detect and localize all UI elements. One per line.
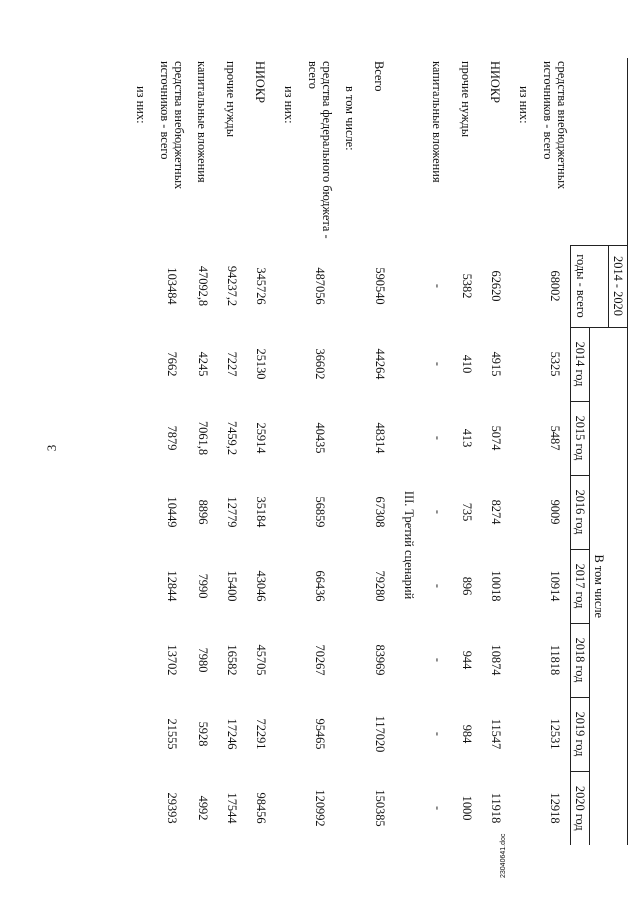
header-year-2019: 2019 год [571,697,590,771]
value-cell: 7662 [165,351,180,377]
value-cell: - [431,361,445,367]
value-cell: 7980 [196,647,210,673]
value-cell [510,475,539,549]
value-cell [275,549,304,623]
value-cell: 66436 [313,570,328,602]
value-cell: 345726 [254,267,268,305]
row-label: прочие нужды [224,61,239,138]
table-row [156,58,188,845]
value-cell: 5928 [196,721,210,747]
value-cell: 13702 [165,644,180,676]
value-cell [336,623,365,697]
value-cell: 5074 [489,425,503,451]
value-cell [127,475,156,549]
value-cell: 35184 [254,496,268,528]
value-cell: 735 [460,502,474,522]
value-cell: 487056 [313,267,328,305]
table-row [188,58,217,845]
value-cell: 103484 [165,267,180,305]
value-cell: 79280 [373,570,387,602]
value-cell: 98456 [254,792,268,824]
value-cell: 95465 [313,718,328,750]
value-cell [510,401,539,475]
value-cell [336,327,365,401]
row-label: из них: [134,86,149,124]
row-label: прочие нужды [459,61,474,138]
value-cell: 413 [460,428,474,448]
table-row [275,58,304,845]
value-cell: 40435 [313,422,328,454]
value-cell: - [431,435,445,441]
document-footer: 23040641.doc [500,833,507,878]
page-number: 3 [44,444,59,452]
value-cell: 4992 [196,795,210,821]
value-cell: 11547 [489,718,503,750]
value-cell: 410 [460,354,474,374]
value-cell: 4245 [196,351,210,377]
value-cell: 12918 [548,792,563,824]
value-cell: 72291 [254,718,268,750]
value-cell [510,245,539,327]
value-cell [127,549,156,623]
value-cell: 94237,2 [225,265,239,307]
value-cell: 117020 [373,715,387,753]
value-cell: 11818 [548,644,563,676]
value-cell: 16582 [225,644,239,676]
value-cell: 984 [460,724,474,744]
value-cell: 48314 [373,422,387,454]
value-cell: 67308 [373,496,387,528]
row-label: средства внебюджетных источников - всего [158,61,186,190]
table-row [510,58,539,845]
value-cell: - [431,283,445,289]
value-cell [336,401,365,475]
table-row [423,58,452,845]
value-cell [127,623,156,697]
row-label: НИОКР [253,61,268,103]
value-cell: 12531 [548,718,563,750]
value-cell: 12779 [225,496,239,528]
row-label: капитальные вложения [430,61,445,183]
header-in-total: В том числе [590,327,609,845]
value-cell [127,245,156,327]
value-cell: 10449 [165,496,180,528]
value-cell: 8896 [196,499,210,525]
row-label: средства федерального бюджета - всего [306,61,334,239]
header-year-2017: 2017 год [571,549,590,623]
value-cell: 21555 [165,718,180,750]
header-year-2016: 2016 год [571,475,590,549]
table-row [217,58,246,845]
value-cell [336,475,365,549]
row-label: из них: [517,86,532,124]
value-cell: 36602 [313,348,328,380]
header-year-2020: 2020 год [571,771,590,845]
scenario-blank-cell [394,58,423,245]
value-cell: 10914 [548,570,563,602]
value-cell [336,245,365,327]
value-cell: 25914 [254,422,268,454]
value-cell: 150385 [373,789,387,827]
value-cell [510,623,539,697]
header-year-2014: 2014 год [571,327,590,401]
value-cell: 62620 [489,270,503,302]
value-cell: 5487 [548,425,563,451]
value-cell [275,475,304,549]
value-cell: 9009 [548,499,563,525]
value-cell: 45705 [254,644,268,676]
value-cell [127,697,156,771]
value-cell: 120992 [313,789,328,827]
rotated-table-container [92,58,628,845]
header-period-mid [590,245,609,327]
value-cell [510,771,539,845]
value-cell: 1000 [460,795,474,821]
value-cell: 47092,8 [196,265,210,307]
value-cell [510,327,539,401]
header-blank-cell [571,58,628,245]
table-row [336,58,365,845]
scenario-title: III. Третий сценарий [402,490,416,600]
header-period-top: 2014 - 2020 [609,245,628,327]
table-row [365,58,394,845]
value-cell: 15400 [225,570,239,602]
value-cell: 8274 [489,499,503,525]
value-cell: 7879 [165,425,180,451]
table-row [481,58,510,845]
row-label: Всего [372,61,387,92]
value-cell [275,623,304,697]
value-cell: 590540 [373,267,387,305]
row-label: НИОКР [488,61,503,103]
value-cell: 83969 [373,644,387,676]
value-cell [275,697,304,771]
value-cell: 29393 [165,792,180,824]
value-cell: 56859 [313,496,328,528]
header-year-2018: 2018 год [571,623,590,697]
value-cell: 68002 [548,270,563,302]
row-label: в том числе: [343,86,358,151]
table-row [452,58,481,845]
value-cell: 7990 [196,573,210,599]
value-cell: - [431,509,445,515]
value-cell: 10018 [489,570,503,602]
value-cell: 17246 [225,718,239,750]
value-cell [275,771,304,845]
table-row [304,58,336,845]
value-cell: - [431,731,445,737]
value-cell: 4915 [489,351,503,377]
value-cell: 17544 [225,792,239,824]
value-cell: 5382 [460,273,474,299]
value-cell: 70267 [313,644,328,676]
value-cell: 44264 [373,348,387,380]
value-cell [127,771,156,845]
row-label: капитальные вложения [195,61,210,183]
scenario-row [394,58,423,845]
header-period-bottom: годы - всего [571,245,590,327]
value-cell: - [431,805,445,811]
header-empty-top [609,327,628,845]
value-cell: 43046 [254,570,268,602]
value-cell: 11918 [489,792,503,824]
table-body [127,58,571,845]
table-row [539,58,571,845]
value-cell [336,549,365,623]
value-cell: 12844 [165,570,180,602]
value-cell: 5325 [548,351,563,377]
value-cell: 10874 [489,644,503,676]
value-cell [275,245,304,327]
value-cell: 25130 [254,348,268,380]
value-cell [275,327,304,401]
table-row [246,58,275,845]
value-cell [336,771,365,845]
header-year-2015: 2015 год [571,401,590,475]
value-cell: 944 [460,650,474,670]
value-cell: 896 [460,576,474,596]
value-cell [127,327,156,401]
row-label: средства внебюджетных источников - всего [541,61,569,190]
value-cell [127,401,156,475]
row-label: из них: [282,86,297,124]
value-cell: 7459,2 [225,420,239,456]
value-cell: 7061,8 [196,420,210,456]
table-row [127,58,156,845]
value-cell [510,697,539,771]
value-cell [336,697,365,771]
value-cell: - [431,657,445,663]
value-cell: - [431,583,445,589]
value-cell [275,401,304,475]
value-cell: 7227 [225,351,239,377]
table-header [571,58,628,845]
funding-table [127,58,628,845]
value-cell [510,549,539,623]
